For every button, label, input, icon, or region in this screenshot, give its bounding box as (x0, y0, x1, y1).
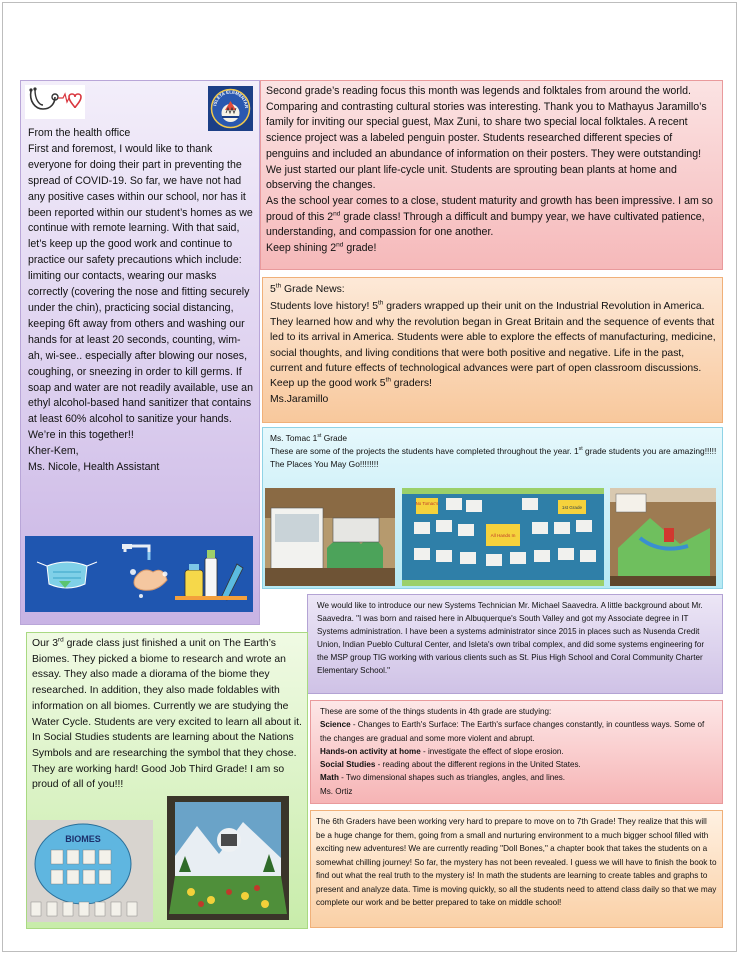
health-title: From the health office (28, 127, 131, 139)
fifth-grade-body: Students love history! 5th graders wrapped up their unit on the Industrial Revolution in America. They learned how and why the revolution began in Great Britain and the sequence of events that led to its arrival in America. Students were able to explore the effects of manufacturing, medicine, social thoughts, and living conditions that were both positive and negative. Life in the past, current and future effects of technological advances were part of open classroom discussions. Keep up the good work 5th graders! (270, 299, 716, 390)
fourth-grade-item: Social Studies - reading about the different regions in the United States. (320, 760, 581, 770)
health-greeting: Kher-Kem, (28, 445, 79, 458)
fourth-grade-item: Science - Changes to Earth's Surface: The Earth's surface changes constantly, in countless ways. Some of the changes are gradual and some more violent and abrupt. (320, 720, 705, 743)
systems-technician-body: We would like to introduce our new Systems Technician Mr. Michael Saavedra. A little background about Mr. Saavedra. "I was born and raised here in Albuquerque's South Valley and got my Associate degree in IT Systems administration. I have been a systems administrator since 2015 in places such as Nusenda Credit Union, Indian Pueblo Cultural Center, and Isleta's own tribal complex, and did some systems engineering for the MSP group TIG working with various clients such as St. Pius High School and Coral Community Charter Elementary School." (317, 601, 705, 676)
fourth-grade-signature: Ms. Ortiz (320, 786, 353, 796)
stethoscope-heart-icon (25, 85, 85, 119)
first-grade-section (262, 427, 723, 589)
fourth-grade-intro: These are some of the things students in 4th grade are studying: (320, 707, 552, 716)
biome-diorama-photo (167, 796, 289, 920)
third-grade-body: Our 3rd grade class just finished a unit on The Earth’s Biomes. They picked a biome to research and wrote an essay. They also made a diorama of the biome they researched. In addition, they also made foldables with information on all biomes. Currently we are studying the Water Cycle. Students are very excited to learn all about it. In Social Studies students are learning about the Nations Symbols and are researching the symbol that they chose. They are working hard! Good Job Third Grade! I am so proud of all of you!!! (32, 636, 302, 791)
school-seal (208, 86, 253, 131)
sixth-grade-section (310, 810, 723, 928)
fourth-grade-section (310, 700, 723, 804)
fourth-grade-item: Math - Two dimensional shapes such as triangles, angles, and lines. (320, 773, 566, 783)
health-body: First and foremost, I would like to thank everyone for doing their part in preventing the spread of COVID-19. So far, we have not had any positive cases within our school, nor has it been reported within our student’s homes as we continue with remote learning. With that said, let’s keep up the good work and continue to practice our safety precautions which include: limiting our contacts, wearing our masks correctly (covering the nose and fitting securely under the chin), practicing social distancing, keeping 6ft away from others and washing our hands for at least 20 seconds, counting, wim-ah, wi-see.. especially after blowing our noses, coughing, or sneezing in order to kill germs. If soap and water are not readily available, use an ethyl alcohol-based hand sanitizer that contains at least 60% alcohol to sanitize your hands. (28, 142, 253, 426)
sixth-grade-body: The 6th Graders have been working very hard to prepare to move on to 7th Grade! They realize that this will be a huge change for them, going from a small and nurturing environment to a much bigger school filled with exciting new adventures! We are currently reading "Doll Bones," a chapter book that takes the students on a somewhat chilling journey! So far, the mystery has not been revealed. I guess we will have to finish the book to find out what the real truth to the mystery is! In math the students are learning to create tables and graphs to present and analyze data. Time is moving quickly, so all the students need to attend class daily so that we may complete our work and be better prepared to take on middle school! (316, 817, 717, 907)
second-grade-paragraph-1: Second grade’s reading focus this month was legends and folktales from around the world. Comparing and contrasting cultural stories was interesting. Thank you to Mathayus Jaramillo’s family for inviting our special guest, Max Zuni, to share two special local folktales. A recent science project was a labeled penguin poster. Students researched different species of penguins and included an abundance of information on their posters. They were outstanding! We just started our plant life-cycle unit. Students are sprouting bean plants at home and observing the changes. (266, 85, 707, 192)
svg-text:ISLETA ELEMENTARY: ISLETA ELEMENTAR (212, 89, 250, 109)
first-grade-bulletin-board-photo (402, 488, 604, 586)
fifth-grade-heading: 5th Grade News: (270, 282, 345, 295)
biomes-poster-photo (26, 820, 153, 922)
first-grade-project-photo-1 (265, 488, 395, 586)
systems-technician-section (307, 594, 723, 694)
fifth-grade-signature: Ms.Jaramillo (270, 393, 329, 405)
svg-text:1st Grade: 1st Grade (561, 505, 583, 510)
first-grade-heading: Ms. Tomac 1st Grade (270, 433, 347, 443)
first-grade-body: These are some of the projects the students have completed throughout the year. 1st grade students you are amazing!!!!! (270, 446, 717, 457)
hygiene-illustration (25, 536, 253, 612)
second-grade-section (260, 80, 723, 270)
fifth-grade-section (262, 277, 723, 423)
first-grade-project-title: The Places You May Go!!!!!!!! (270, 459, 379, 470)
first-grade-project-photo-3 (610, 488, 716, 586)
svg-text:All Hands In: All Hands In (490, 533, 516, 538)
second-grade-paragraph-3: Keep shining 2nd grade! (266, 241, 377, 255)
health-signature: Ms. Nicole, Health Assistant (28, 461, 160, 474)
svg-text:BIOMES: BIOMES (65, 834, 101, 844)
fourth-grade-item: Hands-on activity at home - investigate the effect of slope erosion. (320, 746, 564, 756)
health-office-section (20, 80, 260, 625)
svg-text:No Tomac's: No Tomac's (415, 501, 439, 506)
health-closing: We’re in this together!! (28, 429, 134, 442)
second-grade-paragraph-2: As the school year comes to a close, student maturity and growth has been impressive. I am so proud of this 2nd grade class! Through a difficult and bumpy year, we have cultivated patience, understanding, and compassion for one another. (266, 194, 713, 239)
third-grade-section (26, 632, 308, 929)
